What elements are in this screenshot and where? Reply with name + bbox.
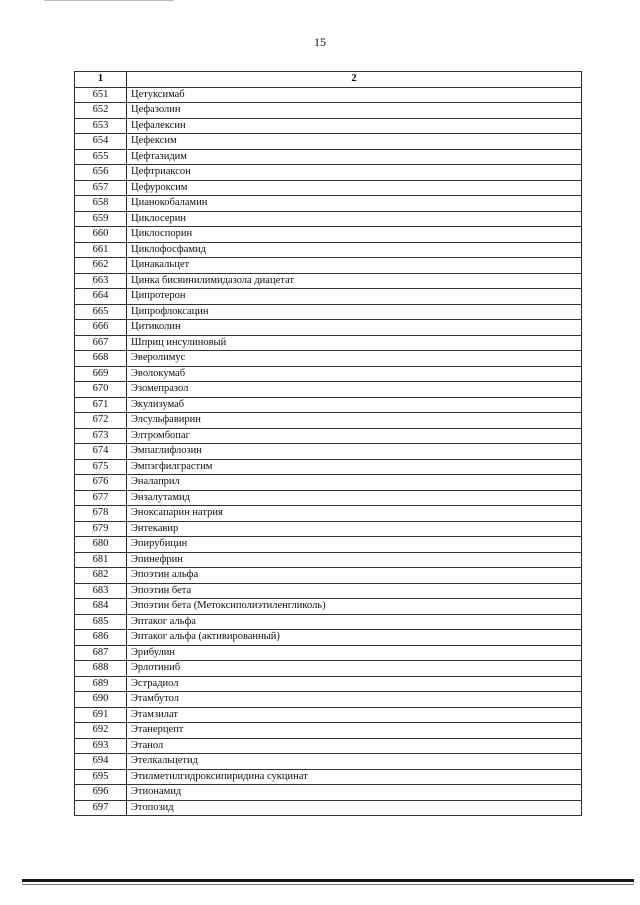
table-row [75, 118, 582, 134]
row-number-cell: 656 [75, 165, 127, 181]
table-row [75, 428, 582, 444]
drug-name-cell: Ципрофлоксацин [127, 304, 582, 320]
drug-name-cell: Этионамид [127, 785, 582, 801]
drug-name-cell: Цефексим [127, 134, 582, 150]
row-number-cell: 684 [75, 599, 127, 615]
drug-name-cell: Элтромбопаг [127, 428, 582, 444]
drug-name-cell: Эмпаглифлозин [127, 444, 582, 460]
row-number-cell: 680 [75, 537, 127, 553]
table-row [75, 785, 582, 801]
row-number-cell: 683 [75, 583, 127, 599]
table-row [75, 180, 582, 196]
table-row [75, 552, 582, 568]
row-number-cell: 682 [75, 568, 127, 584]
drug-name-cell: Цитиколин [127, 320, 582, 336]
table-row [75, 630, 582, 646]
drug-name-cell: Энтекавир [127, 521, 582, 537]
drug-name-cell: Эптаког альфа (активированный) [127, 630, 582, 646]
row-number-cell: 686 [75, 630, 127, 646]
table-row [75, 583, 582, 599]
drug-name-cell: Этелкальцетид [127, 754, 582, 770]
table-row [75, 537, 582, 553]
drug-name-cell: Эмпэгфилграстим [127, 459, 582, 475]
table-row [75, 320, 582, 336]
table-row [75, 134, 582, 150]
row-number-cell: 662 [75, 258, 127, 274]
drug-name-cell: Эналаприл [127, 475, 582, 491]
row-number-cell: 661 [75, 242, 127, 258]
table-row [75, 506, 582, 522]
row-number-cell: 678 [75, 506, 127, 522]
drug-name-cell: Цефазолин [127, 103, 582, 119]
table-row [75, 165, 582, 181]
drug-name-cell: Цефуроксим [127, 180, 582, 196]
table-row [75, 382, 582, 398]
column-header-number: 1 [75, 72, 127, 88]
drug-name-cell: Эволокумаб [127, 366, 582, 382]
drug-name-cell: Эзомепразол [127, 382, 582, 398]
row-number-cell: 651 [75, 87, 127, 103]
page-number: 15 [314, 35, 326, 49]
row-number-cell: 665 [75, 304, 127, 320]
drug-name-cell: Шприц инсулиновый [127, 335, 582, 351]
table-row [75, 196, 582, 212]
table-row [75, 599, 582, 615]
table-row [75, 754, 582, 770]
row-number-cell: 679 [75, 521, 127, 537]
row-number-cell: 696 [75, 785, 127, 801]
footer-rule-thick [22, 879, 634, 882]
table-row [75, 351, 582, 367]
drug-name-cell: Этанерцепт [127, 723, 582, 739]
drug-name-cell: Цинка бисвинилимидазола диацетат [127, 273, 582, 289]
row-number-cell: 689 [75, 676, 127, 692]
drug-name-cell: Эпоэтин альфа [127, 568, 582, 584]
table-row [75, 335, 582, 351]
table-row [75, 366, 582, 382]
table-row [75, 413, 582, 429]
drug-name-cell: Ципротерон [127, 289, 582, 305]
row-number-cell: 659 [75, 211, 127, 227]
drug-name-cell: Эстрадиол [127, 676, 582, 692]
table-row [75, 676, 582, 692]
table-row [75, 289, 582, 305]
scan-edge-mark [44, 0, 174, 1]
row-number-cell: 677 [75, 490, 127, 506]
drug-name-cell: Эпоэтин бета (Метоксиполиэтиленгликоль) [127, 599, 582, 615]
row-number-cell: 653 [75, 118, 127, 134]
table-row [75, 397, 582, 413]
table-row [75, 459, 582, 475]
drug-name-cell: Энзалутамид [127, 490, 582, 506]
row-number-cell: 690 [75, 692, 127, 708]
drug-name-cell: Циклофосфамид [127, 242, 582, 258]
drug-name-cell: Цинакальцет [127, 258, 582, 274]
row-number-cell: 663 [75, 273, 127, 289]
table-row [75, 304, 582, 320]
table-row [75, 692, 582, 708]
drug-name-cell: Экулизумаб [127, 397, 582, 413]
row-number-cell: 681 [75, 552, 127, 568]
drug-name-cell: Этамзилат [127, 707, 582, 723]
table-row [75, 227, 582, 243]
column-header-name: 2 [127, 72, 582, 88]
table-row [75, 521, 582, 537]
row-number-cell: 670 [75, 382, 127, 398]
row-number-cell: 655 [75, 149, 127, 165]
table-row [75, 475, 582, 491]
row-number-cell: 658 [75, 196, 127, 212]
row-number-cell: 687 [75, 645, 127, 661]
drug-name-cell: Этопозид [127, 800, 582, 816]
row-number-cell: 675 [75, 459, 127, 475]
row-number-cell: 692 [75, 723, 127, 739]
table-row [75, 800, 582, 816]
drug-name-cell: Эноксапарин натрия [127, 506, 582, 522]
row-number-cell: 685 [75, 614, 127, 630]
table-row [75, 211, 582, 227]
drug-name-cell: Циклосерин [127, 211, 582, 227]
table-row [75, 645, 582, 661]
table-row [75, 723, 582, 739]
table-row [75, 614, 582, 630]
row-number-cell: 654 [75, 134, 127, 150]
table-row [75, 258, 582, 274]
row-number-cell: 697 [75, 800, 127, 816]
table-body [75, 87, 582, 816]
drug-name-cell: Цианокобаламин [127, 196, 582, 212]
row-number-cell: 673 [75, 428, 127, 444]
table-row [75, 738, 582, 754]
row-number-cell: 660 [75, 227, 127, 243]
row-number-cell: 676 [75, 475, 127, 491]
table-row [75, 490, 582, 506]
row-number-cell: 652 [75, 103, 127, 119]
row-number-cell: 667 [75, 335, 127, 351]
table-row [75, 661, 582, 677]
table-row [75, 242, 582, 258]
row-number-cell: 666 [75, 320, 127, 336]
drug-name-cell: Эптаког альфа [127, 614, 582, 630]
row-number-cell: 674 [75, 444, 127, 460]
drug-name-cell: Эпоэтин бета [127, 583, 582, 599]
row-number-cell: 672 [75, 413, 127, 429]
drug-list-table-container [74, 71, 581, 816]
row-number-cell: 664 [75, 289, 127, 305]
drug-name-cell: Этамбутол [127, 692, 582, 708]
row-number-cell: 694 [75, 754, 127, 770]
table-row [75, 103, 582, 119]
row-number-cell: 693 [75, 738, 127, 754]
table-row [75, 444, 582, 460]
table-row [75, 273, 582, 289]
drug-name-cell: Цефтазидим [127, 149, 582, 165]
drug-name-cell: Цетуксимаб [127, 87, 582, 103]
drug-name-cell: Эрибулин [127, 645, 582, 661]
drug-list-table [74, 71, 582, 816]
drug-name-cell: Циклоспорин [127, 227, 582, 243]
drug-name-cell: Эпирубицин [127, 537, 582, 553]
drug-name-cell: Этилметилгидроксипиридина сукцинат [127, 769, 582, 785]
row-number-cell: 668 [75, 351, 127, 367]
footer-rule-thin [22, 884, 634, 885]
table-header-row [75, 72, 582, 88]
drug-name-cell: Элсульфавирин [127, 413, 582, 429]
row-number-cell: 657 [75, 180, 127, 196]
row-number-cell: 691 [75, 707, 127, 723]
drug-name-cell: Эрлотиниб [127, 661, 582, 677]
drug-name-cell: Эпинефрин [127, 552, 582, 568]
drug-name-cell: Цефалексин [127, 118, 582, 134]
row-number-cell: 669 [75, 366, 127, 382]
drug-name-cell: Цефтриаксон [127, 165, 582, 181]
row-number-cell: 671 [75, 397, 127, 413]
drug-name-cell: Этанол [127, 738, 582, 754]
row-number-cell: 695 [75, 769, 127, 785]
table-row [75, 769, 582, 785]
row-number-cell: 688 [75, 661, 127, 677]
table-row [75, 707, 582, 723]
drug-name-cell: Эверолимус [127, 351, 582, 367]
table-row [75, 87, 582, 103]
table-row [75, 568, 582, 584]
table-row [75, 149, 582, 165]
